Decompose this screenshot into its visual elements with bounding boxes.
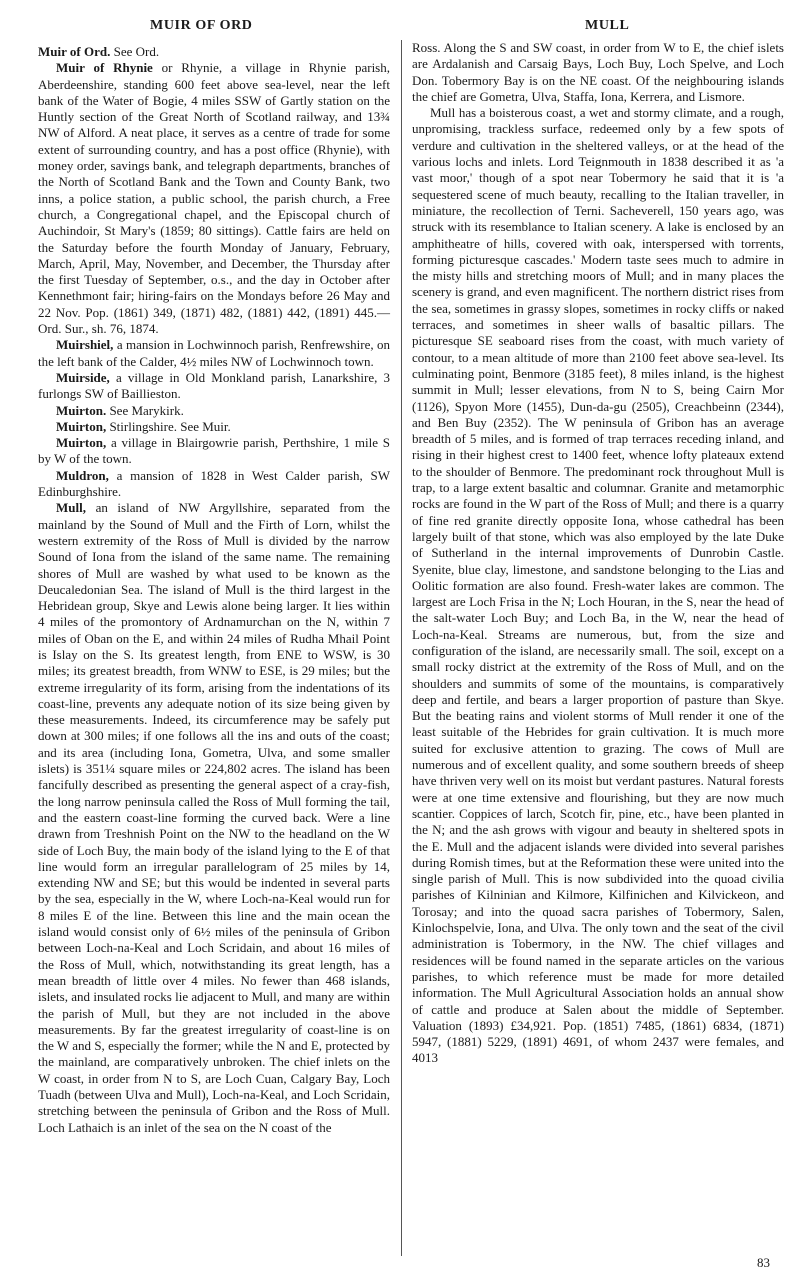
entry-muirton-marykirk — [38, 403, 390, 419]
entry-text: an island of NW Argyllshire, separated from the mainland by the Sound of Mull and the Firth of Lorn, whilst the western extremity of the Ross of Mull is divided by the narrow Sound of Iona from the island of the same name. The remaining shores of Mull are washed by what used to be known as the Deucaledonian Sea. The island of Mull is the third largest in the Hebridean group, Skye and Lewis alone being larger. It lies within 4 miles of the promontory of Ardnamurchan on the N, within 7 miles of Oban on the E, and within 24 miles of Rudha Mhail Point is Islay on the S. Its greatest length, from ENE to WSW, is 30 miles; its greatest breadth, from WNW to ESE, is 29 miles; but the extreme irregularity of its form, arising from the indentations of its coast-line, prevents any adequate notion of its size being given by these measurements. Indeed, its circumference may be safely put down at 300 miles; if one follows all the ins and outs of the coast; and its area (including Iona, Gometra, Ulva, and some smaller islets) is 351¼ square miles or 224,802 acres. The island has been fancifully described as presenting the general aspect of a cray-fish, the long narrow peninsula called the Ross of Mull forming the tail, and the eastern coast-line forming the curved back. Were a line drawn from Treshnish Point on the NW to the headland on the W side of Loch Buy, the main body of the island lying to the E of that line would form an irregular parallelogram of 25 miles by 14, extending NW and SE; but this would be indented in several parts by the sea, especially in the W, where Loch-na-Keal would run for 8 miles E of the line. Between this line and the main ocean the island would consist only of 6½ miles of the peninsula of Gribon between Loch-na-Keal and Loch Scridain, and about 16 miles of the Ross of Mull, which, notwithstanding its great length, has a mean breadth of little over 4 miles. No fewer than 468 islands, islets, and insulated rocks lie adjacent to Mull, and many are within the parish of Mull, but they are not included in the above measurements. By far the greatest irregularity of coast-line is on the W and S, especially the former; while the N and E, protected by the mainland, are comparatively unbroken. The chief inlets on the W coast, in order from N to S, are Loch Cuan, Calgary Bay, Loch Tuadh (between Ulva and Mull), Loch-na-Keal, and Loch Scridain, stretching between the peninsula of Gribon and the Ross of Mull. Loch Lathaich is an inlet of the sea on the N coast of the — [38, 500, 390, 1135]
entry-text: See Ord. — [110, 44, 160, 59]
entry-text: Stirlingshire. See Muir. — [106, 418, 231, 434]
entry-text: a village in Old Monkland parish, Lanarkshire, 3 furlongs SW of Baillieston. — [38, 369, 390, 402]
running-header-right: MULL — [585, 18, 630, 33]
entry-text: See Marykirk. — [106, 402, 184, 418]
entry-muirshiel — [38, 337, 390, 370]
right-column — [412, 40, 784, 1067]
entry-muirton-stirlingshire — [38, 419, 390, 435]
entry-muirton-blairgowrie — [38, 435, 390, 468]
entry-headword: Muir of Rhynie — [56, 60, 153, 76]
entry-muir-of-rhynie — [38, 60, 390, 337]
mull-paragraph-description: Mull has a boisterous coast, a wet and stormy climate, and a rough, unpromising, trackless surface, redeemed only by a few spots of verdure and cultivation in the sheltered valleys, or at the head of the various lochs and inlets. Lord Teignmouth in 1838 described it as 'a vast moor,' though of a spot near Tobermory he said that it is 'a sequestered scene of much beauty, recalling to the Italian traveller, in miniature, the recollection of Terni. Sacheverell, 150 years ago, was struck with its resemblance to Italian scenery. A lake is enclosed by an amphitheatre of hills, covered with oak, interspersed with torrents, forming picturesque cascades.' Modern taste sees much to admire in the misty hills and stretching moors of Mull; and in many places the scenery is grand, and even magnificent. The northern district rises from the sea, sometimes in grassy slopes, sometimes in rocky cliffs or naked terraces, and sometimes in sheer walls of basaltic pillars. The picturesque SE seaboard rises from the coast, with much variety of contour, to a mean altitude of more than 2100 feet above sea-level. Its culminating point, Benmore (3185 feet), 8 miles inland, is the highest summit in Mull; lesser elevations, from N to S, being Cairn Mor (1126), Spyon More (1455), Dun-da-gu (2505), Creachbeinn (2344), and Ben Buy (2352). The W peninsula of Gribon has an average breadth of 5 miles, and is formed of trap terraces receding inland, and rising in their highest crest to 1400 feet, whence lofty plateaux extend to the shoulder of Benmore. The predominant rock throughout Mull is trap, to a large extent basaltic and columnar. Granite and metamorphic rocks are found in the W part of the Ross of Mull; and there is a quarry of fine red granite directly opposite Iona, whose cathedral has been largely built of that stone, which was also employed by the late Duke of Sutherland in the internal improvements of Dunrobin Castle. Syenite, blue clay, limestone, and sandstone belonging to the Lias and Oolitic formation are also found. Fresh-water lakes are common. The largest are Loch Frisa in the N; Loch Houran, in the S, near the head of the salt-water Loch Buy; and Loch Ba, in the W, near the head of Loch-na-Keal. Streams are numerous, but, from the size and configuration of the island, are necessarily small. The soil, except on a small rocky district at the extremity of the Ross of Mull, and on the shoulders and summits of some of the mountains, is comparatively deep and fertile, and bears a larger proportion of pasture than Skye. But the beating rains and violent storms of Mull render it one of the least suitable of the Hebrides for grain cultivation. It is much more suited for exclusive attention to grazing. The cows of Mull are numerous and of excellent quality, and some southern breeds of sheep have thriven very well on its moist but verdant pastures. Natural forests were at one time extensive and flourishing, but they are now much scantier. Coppices of larch, Scotch fir, pine, etc., have been planted in the N; and the ash grows with vigour and beauty in sheltered spots in the E. Mull and the adjacent islands were divided into several parishes during Romish times, but at the Reformation these were united into the single parish of Mull. This is now subdivided into the quoad civilia parishes of Kilninian and Kilmore, Kilfinichen and Kilvickeon, and Torosay; and into the quoad sacra parishes of Tobermory, Salen, Kinlochspelvie, Iona, and Ulva. The only town and the seat of the civil administration is Tobermory, in the NW. The chief villages and residences will be found named in the separate articles on the various parishes, to which reference must be made for more detailed information. The Mull Agricultural Association holds an annual show of cattle and produce at Salen about the middle of September. Valuation (1893) £34,921. Pop. (1851) 7485, (1861) 6834, (1871) 5947, (1881) 5229, (1891) 4691, of whom 2437 were females, and 4013 — [412, 105, 784, 1066]
left-column — [38, 44, 390, 1136]
entry-headword: Muirton, — [56, 435, 107, 451]
entry-muir-of-ord — [38, 44, 390, 60]
column-divider — [401, 40, 402, 1256]
entry-headword: Muirton, — [56, 418, 107, 434]
entry-headword: Muirton. — [56, 402, 107, 418]
entry-headword: Mull, — [56, 500, 86, 516]
entry-mull — [38, 500, 390, 1136]
entry-headword: Muirside, — [56, 369, 110, 385]
entry-headword: Muirshiel, — [56, 337, 114, 353]
entry-text: a village in Blairgowrie parish, Perthshire, 1 mile S by W of the town. — [38, 435, 390, 467]
entry-muirside — [38, 370, 390, 403]
entry-headword: Muir of Ord. — [38, 44, 111, 59]
running-header-left: MUIR OF ORD — [150, 18, 253, 33]
entry-text: or Rhynie, a village in Rhynie parish, Aberdeenshire, standing 600 feet above sea-level, near the left bank of the Water of Bogie, 4 miles SSW of Gartly station on the Huntly section of the Great North of Scotland railway, and 13¾ NW of Alford. A neat place, it serves as a centre of trade for some extent of surrounding country, and has a post office (Rhynie), with money order, savings bank, and telegraph departments, branches of the North of Scotland Bank and the Town and County Bank, two inns, a police station, a public school, the parish church, a Free church, a Congregational chapel, and the Episcopal church of Auchindoir, St Mary's (1859; 80 sittings). Cattle fairs are held on the Saturday before the fourth Monday of January, February, March, April, May, November, and December, the Thursday after the first Tuesday of September, o.s., and the day in October after Kennethmont fair; hiring-fairs on the Mondays before 26 May and 22 Nov. Pop. (1861) 349, (1871) 482, (1881) 442, (1891) 445.—Ord. Sur., sh. 76, 1874. — [38, 60, 390, 337]
entry-headword: Muldron, — [56, 467, 109, 483]
entry-text: a mansion in Lochwinnoch parish, Renfrewshire, on the left bank of the Calder, 4½ miles NW of Lochwinnoch town. — [38, 337, 390, 369]
entry-muldron — [38, 468, 390, 501]
page-number: 83 — [757, 1255, 770, 1270]
mull-paragraph-continued: Ross. Along the S and SW coast, in order from W to E, the chief islets are Ardalanish and Carsaig Bays, Loch Buy, Loch Spelve, and Loch Don. Tobermory Bay is on the NE coast. Of the neighbouring islands the chief are Gometra, Ulva, Staffa, Iona, Kerrera, and Lismore. — [412, 40, 784, 104]
entry-text: a mansion of 1828 in West Calder parish, SW Edinburghshire. — [38, 467, 390, 500]
